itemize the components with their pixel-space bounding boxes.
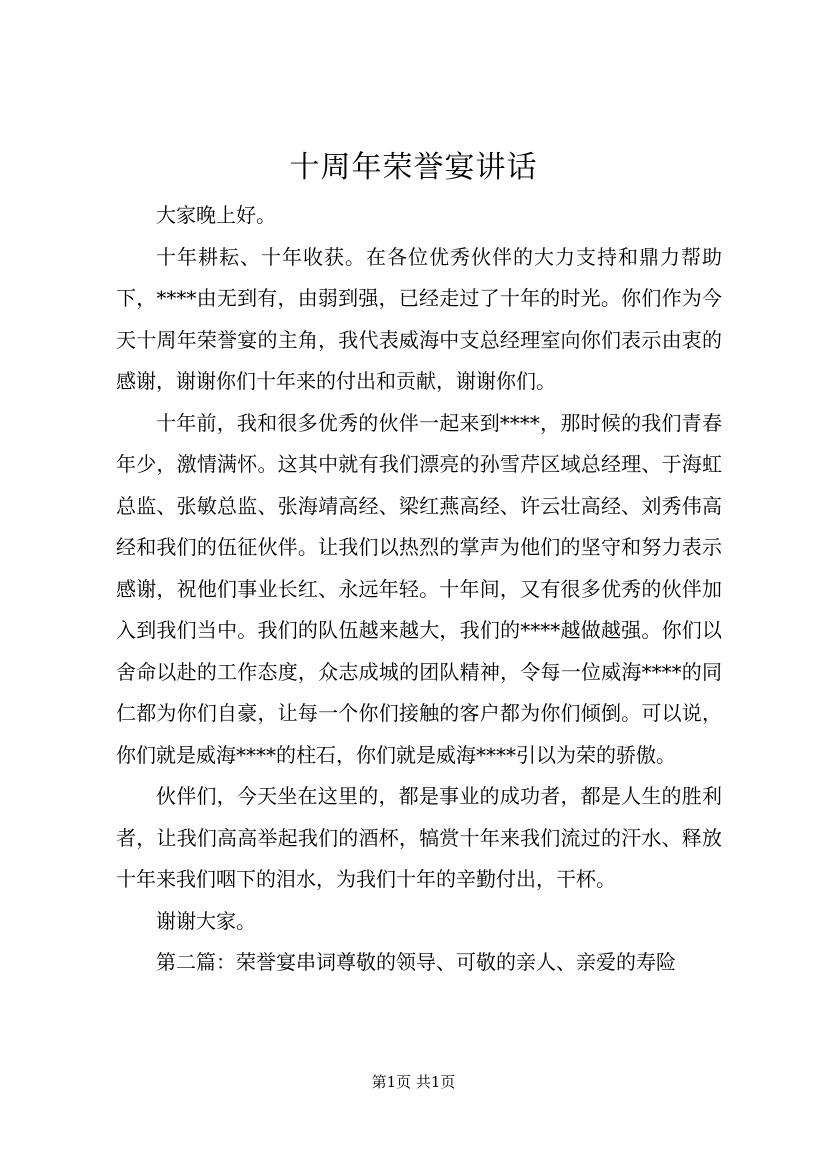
paragraph-greeting: 大家晚上好。 <box>156 203 276 227</box>
page-footer: 第1页 共1页 <box>371 1073 456 1091</box>
document-body <box>116 195 722 984</box>
paragraph-closing: 谢谢大家。 <box>156 908 256 933</box>
paragraph-history: 十年前，我和很多优秀的伙伴一起来到****，那时候的我们青春年少，激情满怀。这其中就有我们漂亮的孙雪芹区域总经理、于海虹总监、张敏总监、张海靖高经、梁红燕高经、许云壮高经、刘秀伟高经和我们的伍征伙伴。让我们以热烈的掌声为他们的坚守和努力表示感谢，祝他们事业长红、永远年轻。十年间，又有很多优秀的伙伴加入到我们当中。我们的队伍越来越大，我们的****越做越强。你们以舍命以赴的工作态度，众志成城的团队精神，令每一位威海****的同仁都为你们自豪，让每一个你们接触的客户都为你们倾倒。可以说，你们就是威海****的柱石，你们就是威海****引以为荣的骄傲。 <box>116 410 722 767</box>
document-title: 十周年荣誉宴讲话 <box>289 150 538 185</box>
paragraph-next-section: 第二篇：荣誉宴串词尊敬的领导、可敬的亲人、亲爱的寿险 <box>156 950 676 974</box>
paragraph-toast: 伙伴们，今天坐在这里的，都是事业的成功者，都是人生的胜利者，让我们高高举起我们的酒杯，犒赏十年来我们流过的汗水、释放十年来我们咽下的泪水，为我们十年的辛勤付出，干杯。 <box>116 784 722 891</box>
paragraph-thanks: 十年耕耘、十年收获。在各位优秀伙伴的大力支持和鼎力帮助下，****由无到有，由弱到强，已经走过了十年的时光。你们作为今天十周年荣誉宴的主角，我代表威海中支总经理室向你们表示由衷的感谢，谢谢你们十年来的付出和贡献，谢谢你们。 <box>116 244 722 393</box>
